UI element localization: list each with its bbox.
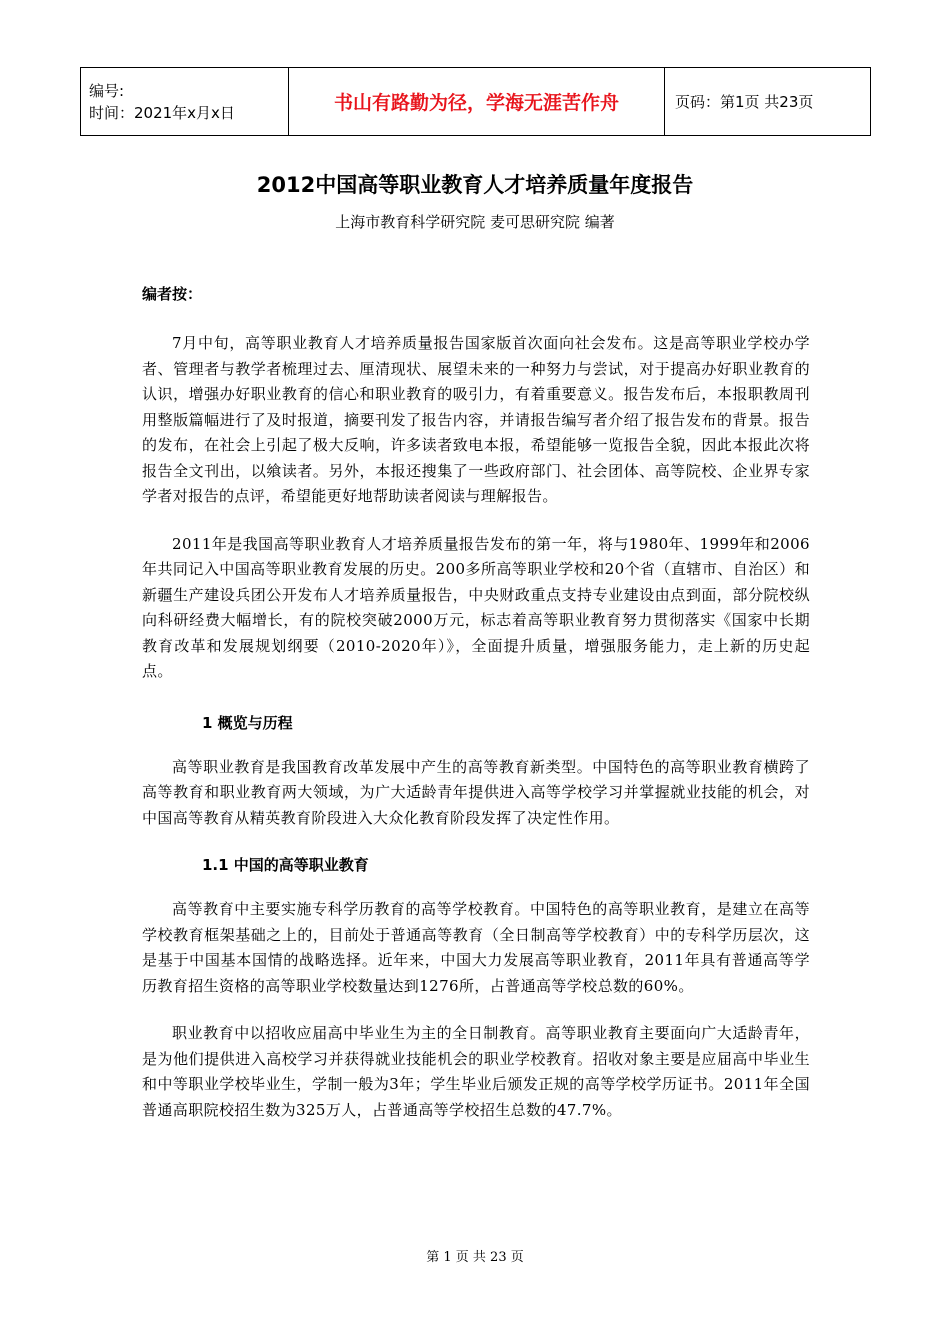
- editor-note-label: 编者按：: [142, 285, 203, 303]
- motto-text: 书山有路勤为径，学海无涯苦作舟: [333, 92, 619, 114]
- intro-paragraph: 2011年是我国高等职业教育人才培养质量报告发布的第一年，将与1980年、1999年和2006年共同记入中国高等职业教育发展的历史。200多所高等职业学校和20个省（直辖市、自治区）和新疆生产建设兵团公开发布人才培养质量报告，中央财政重点支持专业建设由点到面，部分院校纵向科研经费大幅增长，有的院校突破2000万元，标志着高等职业教育努力贯彻落实《国家中长期教育改革和发展规划纲要（2010-2020年）》，全面提升质量，增强服务能力，走上新的历史起点。: [142, 534, 810, 680]
- section-1-paragraph: 高等职业教育是我国教育改革发展中产生的高等教育新类型。中国特色的高等职业教育横跨了高等教育和职业教育两大领域，为广大适龄青年提供进入高等学校学习并掌握就业技能的机会，对中国高等教育从精英教育阶段进入大众化教育阶段发挥了决定性作用。: [142, 757, 810, 827]
- section-1-1-heading: 1.1 中国的高等职业教育: [202, 856, 369, 874]
- section-1-heading: 1 概览与历程: [202, 713, 293, 732]
- document-body: [142, 282, 810, 1145]
- editor-note-paragraph: 7月中旬，高等职业教育人才培养质量报告国家版首次面向社会发布。这是高等职业学校办学者、管理者与教学者梳理过去、厘清现状、展望未来的一种努力与尝试，对于提高办好职业教育的认识，增强办好职业教育的信心和职业教育的吸引力，有着重要意义。报告发布后，本报职教周刊用整版篇幅进行了及时报道，摘要刊发了报告内容，并请报告编写者介绍了报告发布的背景。报告的发布，在社会上引起了极大反响，许多读者致电本报，希望能够一览报告全貌，因此本报此次将报告全文刊出，以飨读者。另外，本报还搜集了一些政府部门、社会团体、高等院校、企业界专家学者对报告的点评，希望能更好地帮助读者阅读与理解报告。: [142, 334, 810, 505]
- header-page-cell: [665, 68, 871, 136]
- page-footer: 第 1 页 共 23 页: [426, 1250, 524, 1265]
- page-info: 页码：第1页 共23页: [675, 93, 814, 111]
- time-label: 时间：2021年x月x日: [89, 103, 235, 122]
- number-label: 编号:: [89, 81, 125, 100]
- header-motto-cell: [289, 68, 665, 136]
- section-1-1-paragraph: 高等教育中主要实施专科学历教育的高等学校教育。中国特色的高等职业教育，是建立在高等学校教育框架基础之上的，目前处于普通高等教育（全日制高等学校教育）中的专科学历层次，这是基于中国基本国情的战略选择。近年来，中国大力发展高等职业教育，2011年具有普通高等学历教育招生资格的高等职业学校数量达到1276所，占普通高等学校总数的60%。: [142, 900, 810, 995]
- document-title: 2012中国高等职业教育人才培养质量年度报告: [256, 173, 694, 197]
- header-meta-cell: [81, 68, 289, 136]
- document-authors: 上海市教育科学研究院 麦可思研究院 编著: [335, 213, 615, 231]
- header-table: [80, 67, 871, 136]
- section-1-1-paragraph: 职业教育中以招收应届高中毕业生为主的全日制教育。高等职业教育主要面向广大适龄青年，是为他们提供进入高校学习并获得就业技能机会的职业学校教育。招收对象主要是应届高中毕业生和中等职业学校毕业生，学制一般为3年；学生毕业后颁发正规的高等学校学历证书。2011年全国普通高职院校招生数为325万人，占普通高等学校招生总数的47.7%。: [142, 1024, 810, 1119]
